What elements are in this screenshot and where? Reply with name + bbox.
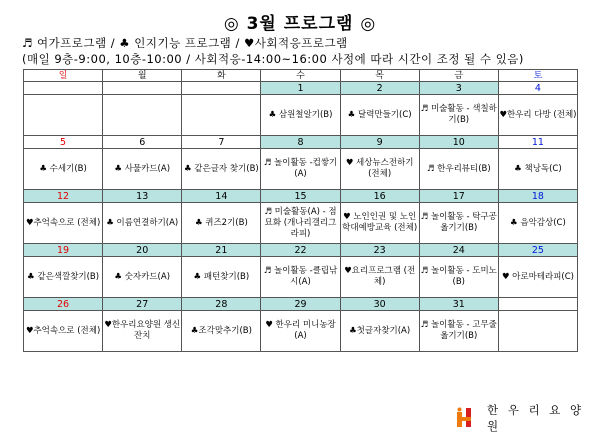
weekday-saturday: 토 [498, 70, 577, 82]
date-cell: 7 [182, 136, 261, 149]
nursing-home-logo-icon [455, 407, 477, 429]
footer [455, 402, 600, 434]
weekday-tuesday: 화 [182, 70, 261, 82]
program-cell: ♬ 미술활동 - 색칠하기(B) [419, 95, 498, 136]
program-cell: ♥ 한우리 미니농장(A) [261, 311, 340, 352]
page-title: ◎ 3월 프로그램 ◎ [223, 14, 377, 34]
program-cell: ♥ 세상뉴스전하기 (전체) [340, 149, 419, 190]
program-cell: ♣ 삼원철알기(B) [261, 95, 340, 136]
program-cell [182, 95, 261, 136]
program-cell: ♬ 놀이활동 - 탁구공 옮기기(B) [419, 203, 498, 244]
date-cell: 22 [261, 244, 340, 257]
program-cell: ♣ 이름연결하기(A) [103, 203, 182, 244]
program-cell: ♬ 미술활동(A) - 점묘화 (개나리갤리그라피) [261, 203, 340, 244]
date-cell [498, 298, 577, 311]
date-cell: 2 [340, 82, 419, 95]
program-cell: ♬ 놀이활동 - 고무줄 옮기기(B) [419, 311, 498, 352]
date-cell: 19 [24, 244, 103, 257]
program-cell: ♣ 책낭독(C) [498, 149, 577, 190]
weekday-sunday: 일 [24, 70, 103, 82]
week2-dates [24, 136, 578, 149]
week3-dates [24, 190, 578, 203]
date-cell: 17 [419, 190, 498, 203]
week1-programs [24, 95, 578, 136]
date-cell: 8 [261, 136, 340, 149]
date-cell: 11 [498, 136, 577, 149]
program-cell [24, 95, 103, 136]
program-legend: ♬ 여가프로그램 / ♣ 인지기능 프로그램 / ♥사회적응프로그램 [22, 36, 348, 50]
date-cell: 13 [103, 190, 182, 203]
week5-dates [24, 298, 578, 311]
program-cell: ♣조각맞추기(B) [182, 311, 261, 352]
program-cell: ♥요리프로그램 (전체) [340, 257, 419, 298]
program-cell: ♣ 숫자카드(A) [103, 257, 182, 298]
program-cell: ♣ 달력만들기(C) [340, 95, 419, 136]
date-cell: 4 [498, 82, 577, 95]
program-cell: ♬ 한우리뷰티(B) [419, 149, 498, 190]
date-cell: 25 [498, 244, 577, 257]
date-cell: 26 [24, 298, 103, 311]
weekday-header-row [24, 70, 578, 82]
date-cell: 29 [261, 298, 340, 311]
date-cell: 20 [103, 244, 182, 257]
date-cell: 21 [182, 244, 261, 257]
date-cell: 12 [24, 190, 103, 203]
date-cell: 3 [419, 82, 498, 95]
date-cell: 5 [24, 136, 103, 149]
date-cell: 24 [419, 244, 498, 257]
program-cell: ♣첫글자찾기(A) [340, 311, 419, 352]
week2-programs [24, 149, 578, 190]
program-cell: ♣ 사물카드(A) [103, 149, 182, 190]
program-cell: ♣ 퀴즈2기(B) [182, 203, 261, 244]
date-cell: 23 [340, 244, 419, 257]
date-cell: 15 [261, 190, 340, 203]
week3-programs [24, 203, 578, 244]
week5-programs [24, 311, 578, 352]
week1-dates [24, 82, 578, 95]
program-cell: ♬ 놀이활동 - 도미노(B) [419, 257, 498, 298]
date-cell: 30 [340, 298, 419, 311]
date-cell: 10 [419, 136, 498, 149]
schedule-note: (매일 9층-9:00, 10층-10:00 / 사회적응-14:00~16:00 사정에 따라 시간이 조정 될 수 있음) [22, 52, 524, 66]
date-cell: 14 [182, 190, 261, 203]
program-cell [103, 95, 182, 136]
weekday-friday: 금 [419, 70, 498, 82]
program-cell: ♥ 아로마테라피(C) [498, 257, 577, 298]
program-cell: ♥한우리 다방 (전체) [498, 95, 577, 136]
program-cell: ♥한우리요양원 생신잔치 [103, 311, 182, 352]
program-cell: ♣ 같은글자 찾기(B) [182, 149, 261, 190]
program-cell: ♬ 놀이활동 -클립낚시(A) [261, 257, 340, 298]
program-cell: ♣ 음악감상(C) [498, 203, 577, 244]
date-cell: 28 [182, 298, 261, 311]
date-cell: 16 [340, 190, 419, 203]
date-cell: 9 [340, 136, 419, 149]
date-cell: 1 [261, 82, 340, 95]
week4-programs [24, 257, 578, 298]
date-cell [103, 82, 182, 95]
calendar-table [23, 69, 578, 352]
date-cell: 27 [103, 298, 182, 311]
program-cell: ♥ 노인인권 및 노인학대예방교육 (전체) [340, 203, 419, 244]
weekday-thursday: 목 [340, 70, 419, 82]
program-cell [498, 311, 577, 352]
program-cell: ♣ 같은색깔찾기(B) [24, 257, 103, 298]
facility-name: 한 우 리 요 양 원 [487, 403, 585, 433]
program-cell: ♣ 패턴찾기(B) [182, 257, 261, 298]
program-cell: ♣ 수세기(B) [24, 149, 103, 190]
program-cell: ♬ 놀이활동 -컵쌓기(A) [261, 149, 340, 190]
weekday-monday: 월 [103, 70, 182, 82]
program-cell: ♥추억속으로 (전체) [24, 311, 103, 352]
date-cell [182, 82, 261, 95]
week4-dates [24, 244, 578, 257]
date-cell: 6 [103, 136, 182, 149]
date-cell: 31 [419, 298, 498, 311]
weekday-wednesday: 수 [261, 70, 340, 82]
date-cell [24, 82, 103, 95]
date-cell: 18 [498, 190, 577, 203]
program-cell: ♥추억속으로 (전체) [24, 203, 103, 244]
